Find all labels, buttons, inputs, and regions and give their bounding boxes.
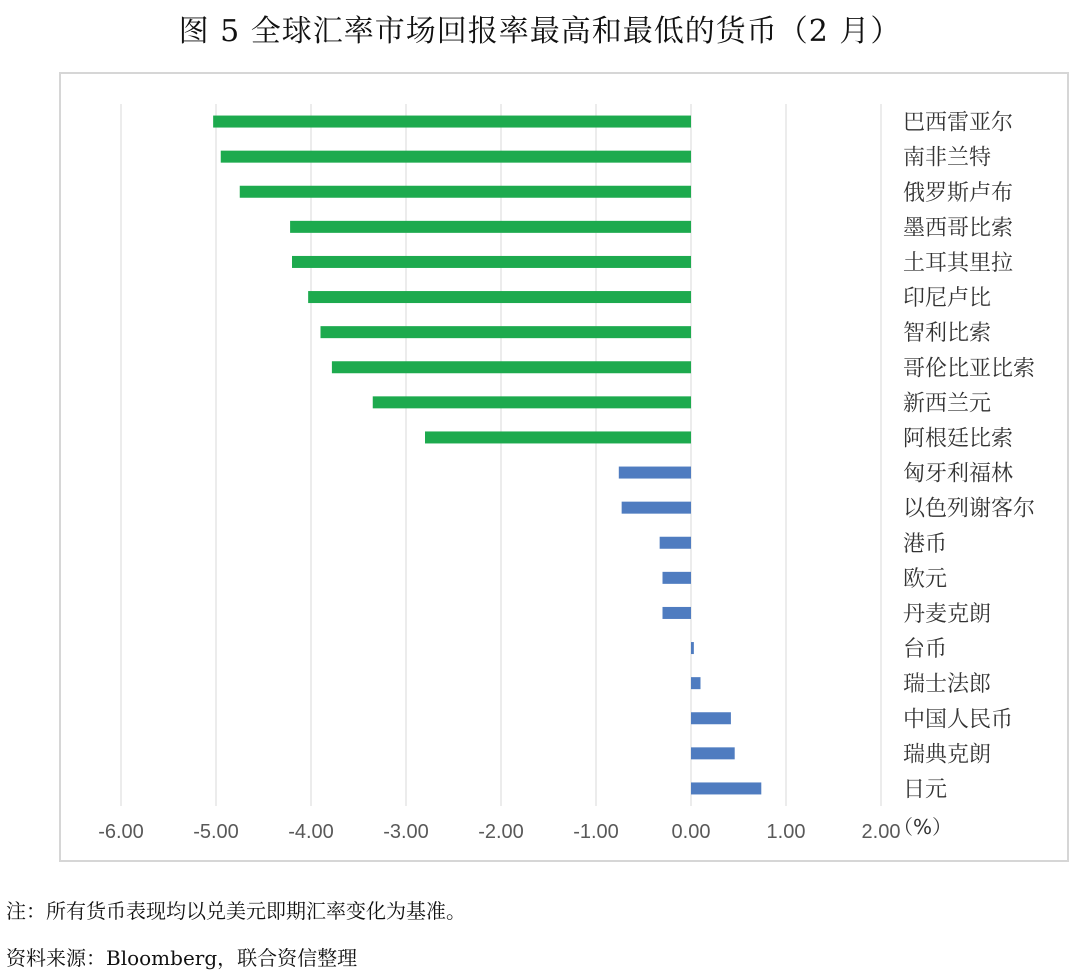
bar xyxy=(292,256,691,268)
category-label: 丹麦克朗 xyxy=(903,601,992,627)
x-tick-label: -1.00 xyxy=(573,821,619,843)
x-tick-label: 0.00 xyxy=(671,821,711,843)
category-label: 欧元 xyxy=(903,566,948,592)
x-tick-label: -2.00 xyxy=(478,821,524,843)
x-tick-label: -4.00 xyxy=(288,821,334,843)
bar xyxy=(240,186,691,198)
category-label: 日元 xyxy=(903,777,948,803)
bar xyxy=(425,431,691,443)
category-label: 台币 xyxy=(903,637,948,663)
category-label: 瑞士法郎 xyxy=(903,672,992,698)
bar xyxy=(663,572,692,584)
category-label: 新西兰元 xyxy=(903,391,992,417)
x-tick-label: 2.00 xyxy=(861,821,901,843)
x-tick-label: -6.00 xyxy=(98,821,144,843)
x-tick-label: 1.00 xyxy=(766,821,806,843)
bar xyxy=(691,712,731,724)
bar xyxy=(332,361,691,373)
x-tick-label: -3.00 xyxy=(383,821,429,843)
bar xyxy=(663,607,692,619)
bar xyxy=(221,151,691,163)
category-label: 中国人民币 xyxy=(903,707,1014,733)
bar xyxy=(619,467,691,479)
bar xyxy=(213,116,691,128)
category-label: 以色列谢客尔 xyxy=(903,496,1036,522)
bar xyxy=(290,221,691,233)
footnote: 注：所有货币表现均以兑美元即期汇率变化为基准。 xyxy=(6,899,466,923)
category-label: 巴西雷亚尔 xyxy=(903,110,1014,136)
category-label: 瑞典克朗 xyxy=(903,742,992,768)
category-label: 阿根廷比索 xyxy=(903,426,1014,452)
chart-frame xyxy=(59,72,1069,862)
category-label: 印尼卢比 xyxy=(903,286,992,312)
bar xyxy=(691,642,694,654)
category-label: 港币 xyxy=(903,531,948,557)
bar xyxy=(373,396,691,408)
bar xyxy=(660,537,691,549)
category-label: 智利比索 xyxy=(903,321,992,347)
source-note: 资料来源：Bloomberg，联合资信整理 xyxy=(6,946,358,970)
category-label: 俄罗斯卢布 xyxy=(903,180,1014,206)
x-unit-label: （%） xyxy=(893,815,953,839)
bar xyxy=(622,502,691,514)
category-label: 哥伦比亚比索 xyxy=(903,356,1036,382)
chart-title: 图 5 全球汇率市场回报率最高和最低的货币（2 月） xyxy=(178,14,902,49)
bar xyxy=(691,677,701,689)
bar xyxy=(691,747,735,759)
category-label: 土耳其里拉 xyxy=(903,250,1014,276)
bar xyxy=(691,782,761,794)
bar xyxy=(321,326,692,338)
x-tick-label: -5.00 xyxy=(193,821,239,843)
category-label: 墨西哥比索 xyxy=(903,215,1014,241)
category-label: 南非兰特 xyxy=(903,145,992,171)
bar-chart xyxy=(61,74,1067,860)
bar xyxy=(308,291,691,303)
category-label: 匈牙利福林 xyxy=(903,461,1014,487)
